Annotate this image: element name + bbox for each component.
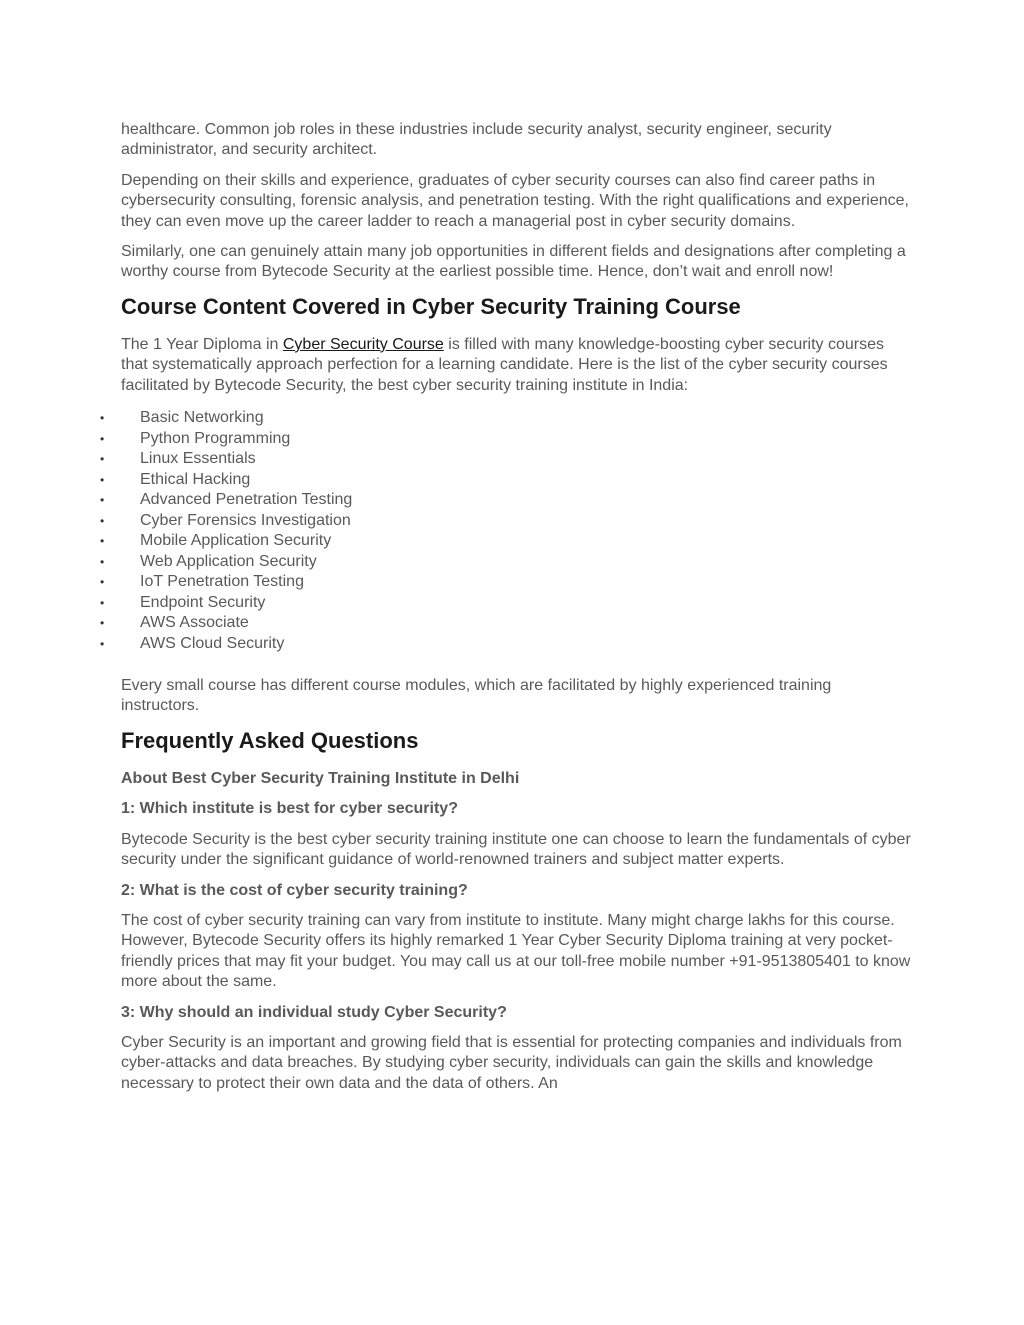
- course-list-item: [100, 449, 911, 470]
- course-list-item: [100, 429, 911, 450]
- course-item-label: Endpoint Security: [140, 593, 266, 611]
- course-list-item: [100, 552, 911, 573]
- course-item-label: AWS Associate: [140, 614, 249, 632]
- faq-question-2: 2: What is the cost of cyber security training?: [121, 881, 468, 899]
- bullet-icon: •: [100, 616, 105, 631]
- faq-question-3: 3: Why should an individual study Cyber Security?: [121, 1003, 507, 1021]
- course-list: [100, 396, 911, 654]
- bullet-icon: •: [100, 411, 105, 426]
- bullet-icon: •: [100, 575, 105, 590]
- course-list-item: [100, 511, 911, 532]
- course-list-item: [100, 613, 911, 634]
- course-item-label: Python Programming: [140, 429, 291, 447]
- course-item-label: Linux Essentials: [140, 450, 256, 468]
- bullet-icon: •: [100, 431, 105, 446]
- bullet-icon: •: [100, 534, 105, 549]
- course-item-label: Advanced Penetration Testing: [140, 491, 353, 509]
- intro-paragraph-2: Depending on their skills and experience, graduates of cyber security courses can also find career paths in cybersecurity consulting, forensic analysis, and penetration testing. With the right qualifications and experience, they can even move up the career ladder to reach a managerial post in cyber security domains.: [121, 171, 909, 230]
- bullet-icon: •: [100, 636, 105, 651]
- course-item-label: Web Application Security: [140, 552, 317, 570]
- course-intro-text-before: The 1 Year Diploma in: [121, 335, 283, 353]
- bullet-icon: •: [100, 472, 105, 487]
- course-list-item: [100, 531, 911, 552]
- course-item-label: Cyber Forensics Investigation: [140, 511, 351, 529]
- course-item-label: Ethical Hacking: [140, 470, 251, 488]
- faq-question-1: 1: Which institute is best for cyber security?: [121, 800, 458, 818]
- course-list-item: [100, 634, 911, 655]
- intro-paragraph-3: Similarly, one can genuinely attain many job opportunities in different fields and designations after completing a worthy course from Bytecode Security at the earliest possible time. Hence, don’t wait and enroll now!: [121, 243, 906, 281]
- course-closing-paragraph: Every small course has different course modules, which are facilitated by highly experienced training instructors.: [121, 677, 832, 715]
- course-list-item: [100, 408, 911, 429]
- bullet-icon: •: [100, 493, 105, 508]
- course-list-item: [100, 490, 911, 511]
- course-item-label: IoT Penetration Testing: [140, 573, 304, 591]
- faq-answer-3: Cyber Security is an important and growing field that is essential for protecting companies and individuals from cyber-attacks and data breaches. By studying cyber security, individuals can gain the skills and knowledge necessary to protect their own data and the data of others. An: [121, 1033, 902, 1092]
- bullet-icon: •: [100, 513, 105, 528]
- course-content-heading: Course Content Covered in Cyber Security Training Course: [121, 293, 741, 319]
- cyber-security-course-link[interactable]: Cyber Security Course: [282, 335, 444, 353]
- bullet-icon: •: [100, 452, 105, 467]
- bullet-icon: •: [100, 554, 105, 569]
- faq-answer-1: Bytecode Security is the best cyber security training institute one can choose to learn the fundamentals of cyber security under the significant guidance of world-renowned trainers and subject matter experts.: [121, 830, 911, 869]
- course-intro-text-after: is filled with many knowledge-boosting cyber security courses that systematically approach perfection for a learning candidate. Here is the list of the cyber security courses facilitated by Bytecode Security, the best cyber security training institute in India:: [121, 335, 888, 394]
- course-list-item: [100, 593, 911, 614]
- bullet-icon: •: [100, 595, 105, 610]
- course-item-label: Basic Networking: [140, 409, 264, 427]
- page-content: [100, 120, 911, 1104]
- course-list-item: [100, 572, 911, 593]
- course-intro-paragraph: [121, 335, 911, 396]
- faq-answer-2: The cost of cyber security training can vary from institute to institute. Many might charge lakhs for this course. However, Bytecode Security offers its highly remarked 1 Year Cyber Security Diploma training at very pocket-friendly prices that may fit your budget. You may call us at our toll-free mobile number +91-9513805401 to know more about the same.: [121, 911, 911, 991]
- faq-heading: Frequently Asked Questions: [121, 727, 419, 753]
- course-item-label: Mobile Application Security: [140, 532, 332, 550]
- course-list-item: [100, 470, 911, 491]
- course-item-label: AWS Cloud Security: [140, 634, 285, 652]
- faq-subheading: About Best Cyber Security Training Institute in Delhi: [121, 769, 520, 787]
- intro-paragraph-1: healthcare. Common job roles in these industries include security analyst, security engineer, security administrator, and security architect.: [121, 121, 832, 159]
